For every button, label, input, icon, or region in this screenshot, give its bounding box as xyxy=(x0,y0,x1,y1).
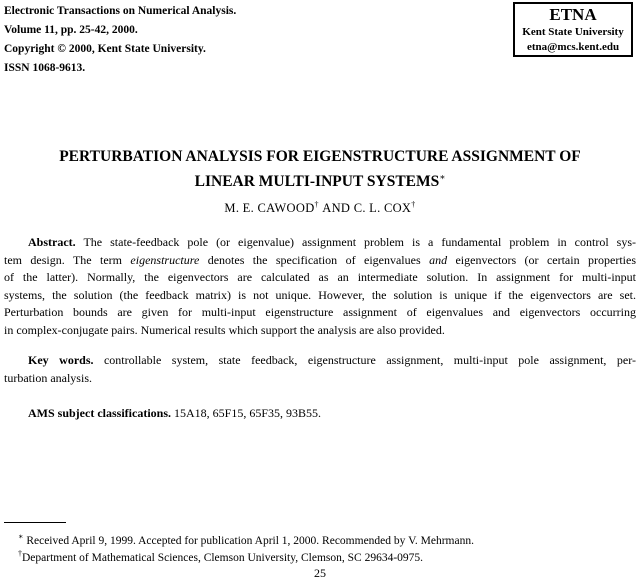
ams-label: AMS subject classifications. xyxy=(28,406,171,420)
abstract-line-1: Abstract. The state-feedback pole (or eigenvalue) assignment problem is a fundamental problem in control sys- xyxy=(28,235,636,249)
author-1-marker: † xyxy=(314,200,319,209)
journal-issn: ISSN 1068-9613. xyxy=(4,62,86,74)
author-2-marker: † xyxy=(411,200,416,209)
footnote-rule xyxy=(4,522,66,523)
author-1: M. E. CAWOOD xyxy=(224,201,315,216)
authors xyxy=(0,200,640,216)
abstract-line-4: systems, the solution (the feedback matrix) is not unique. However, the solution is unique if the eigenvectors are set. xyxy=(4,287,636,302)
keywords-line-2: turbation analysis. xyxy=(4,370,92,385)
journal-header xyxy=(4,2,236,78)
author-2: C. L. COX xyxy=(353,201,412,216)
abstract-line-3: of the latter). Normally, the eigenvectors are calculated as an intermediate solution. In assignment for multi-input xyxy=(4,270,636,284)
title-line-1: PERTURBATION ANALYSIS FOR EIGENSTRUCTURE ASSIGNMENT OF xyxy=(59,148,581,165)
title-line-2: LINEAR MULTI-INPUT SYSTEMS xyxy=(194,173,440,191)
abstract xyxy=(4,234,636,339)
abstract-line-6: in complex-conjugate pairs. Numerical results which support the analysis are also provided. xyxy=(4,322,445,337)
journal-copyright: Copyright © 2000, Kent State University. xyxy=(4,43,206,55)
footnote-received: ∗ Received April 9, 1999. Accepted for publication April 1, 2000. Recommended by V. Mehrmann. xyxy=(18,532,474,547)
keywords-line-1: Key words. controllable system, state feedback, eigenstructure assignment, multi-input pole assignment, per- xyxy=(28,353,637,367)
keywords xyxy=(4,352,636,387)
etna-email: etna@mcs.kent.edu xyxy=(526,41,620,53)
keywords-label: Key words. xyxy=(28,353,94,367)
authors-and: AND xyxy=(322,201,351,216)
footnote-affiliation: †Department of Mathematical Sciences, Clemson University, Clemson, SC 29634-0975. xyxy=(18,549,424,564)
journal-volume: Volume 11, pp. 25-42, 2000. xyxy=(4,24,138,36)
page-number: 25 xyxy=(314,566,326,580)
title-footnote-marker: ∗ xyxy=(439,172,446,182)
paper-title xyxy=(0,147,640,192)
abstract-label: Abstract. xyxy=(28,235,76,249)
footnote-2-marker: † xyxy=(18,549,22,558)
ams-line xyxy=(4,405,636,423)
etna-name: ETNA xyxy=(549,5,597,24)
ams-classifications xyxy=(4,405,636,423)
etna-box xyxy=(513,2,633,57)
abstract-line-2: tem design. The term eigenstructure denotes the specification of eigenvalues and eigenvectors (or certain properties xyxy=(4,252,636,267)
etna-university: Kent State University xyxy=(522,26,624,38)
journal-name: Electronic Transactions on Numerical Analysis. xyxy=(4,5,237,17)
footnote-1-marker: ∗ xyxy=(18,532,24,541)
ams-codes: 15A18, 65F15, 65F35, 93B55. xyxy=(174,406,322,420)
abstract-line-5: Perturbation bounds are given for multi-input eigenstructure assignment of eigenvalues and eigenvectors occurring xyxy=(4,305,636,319)
